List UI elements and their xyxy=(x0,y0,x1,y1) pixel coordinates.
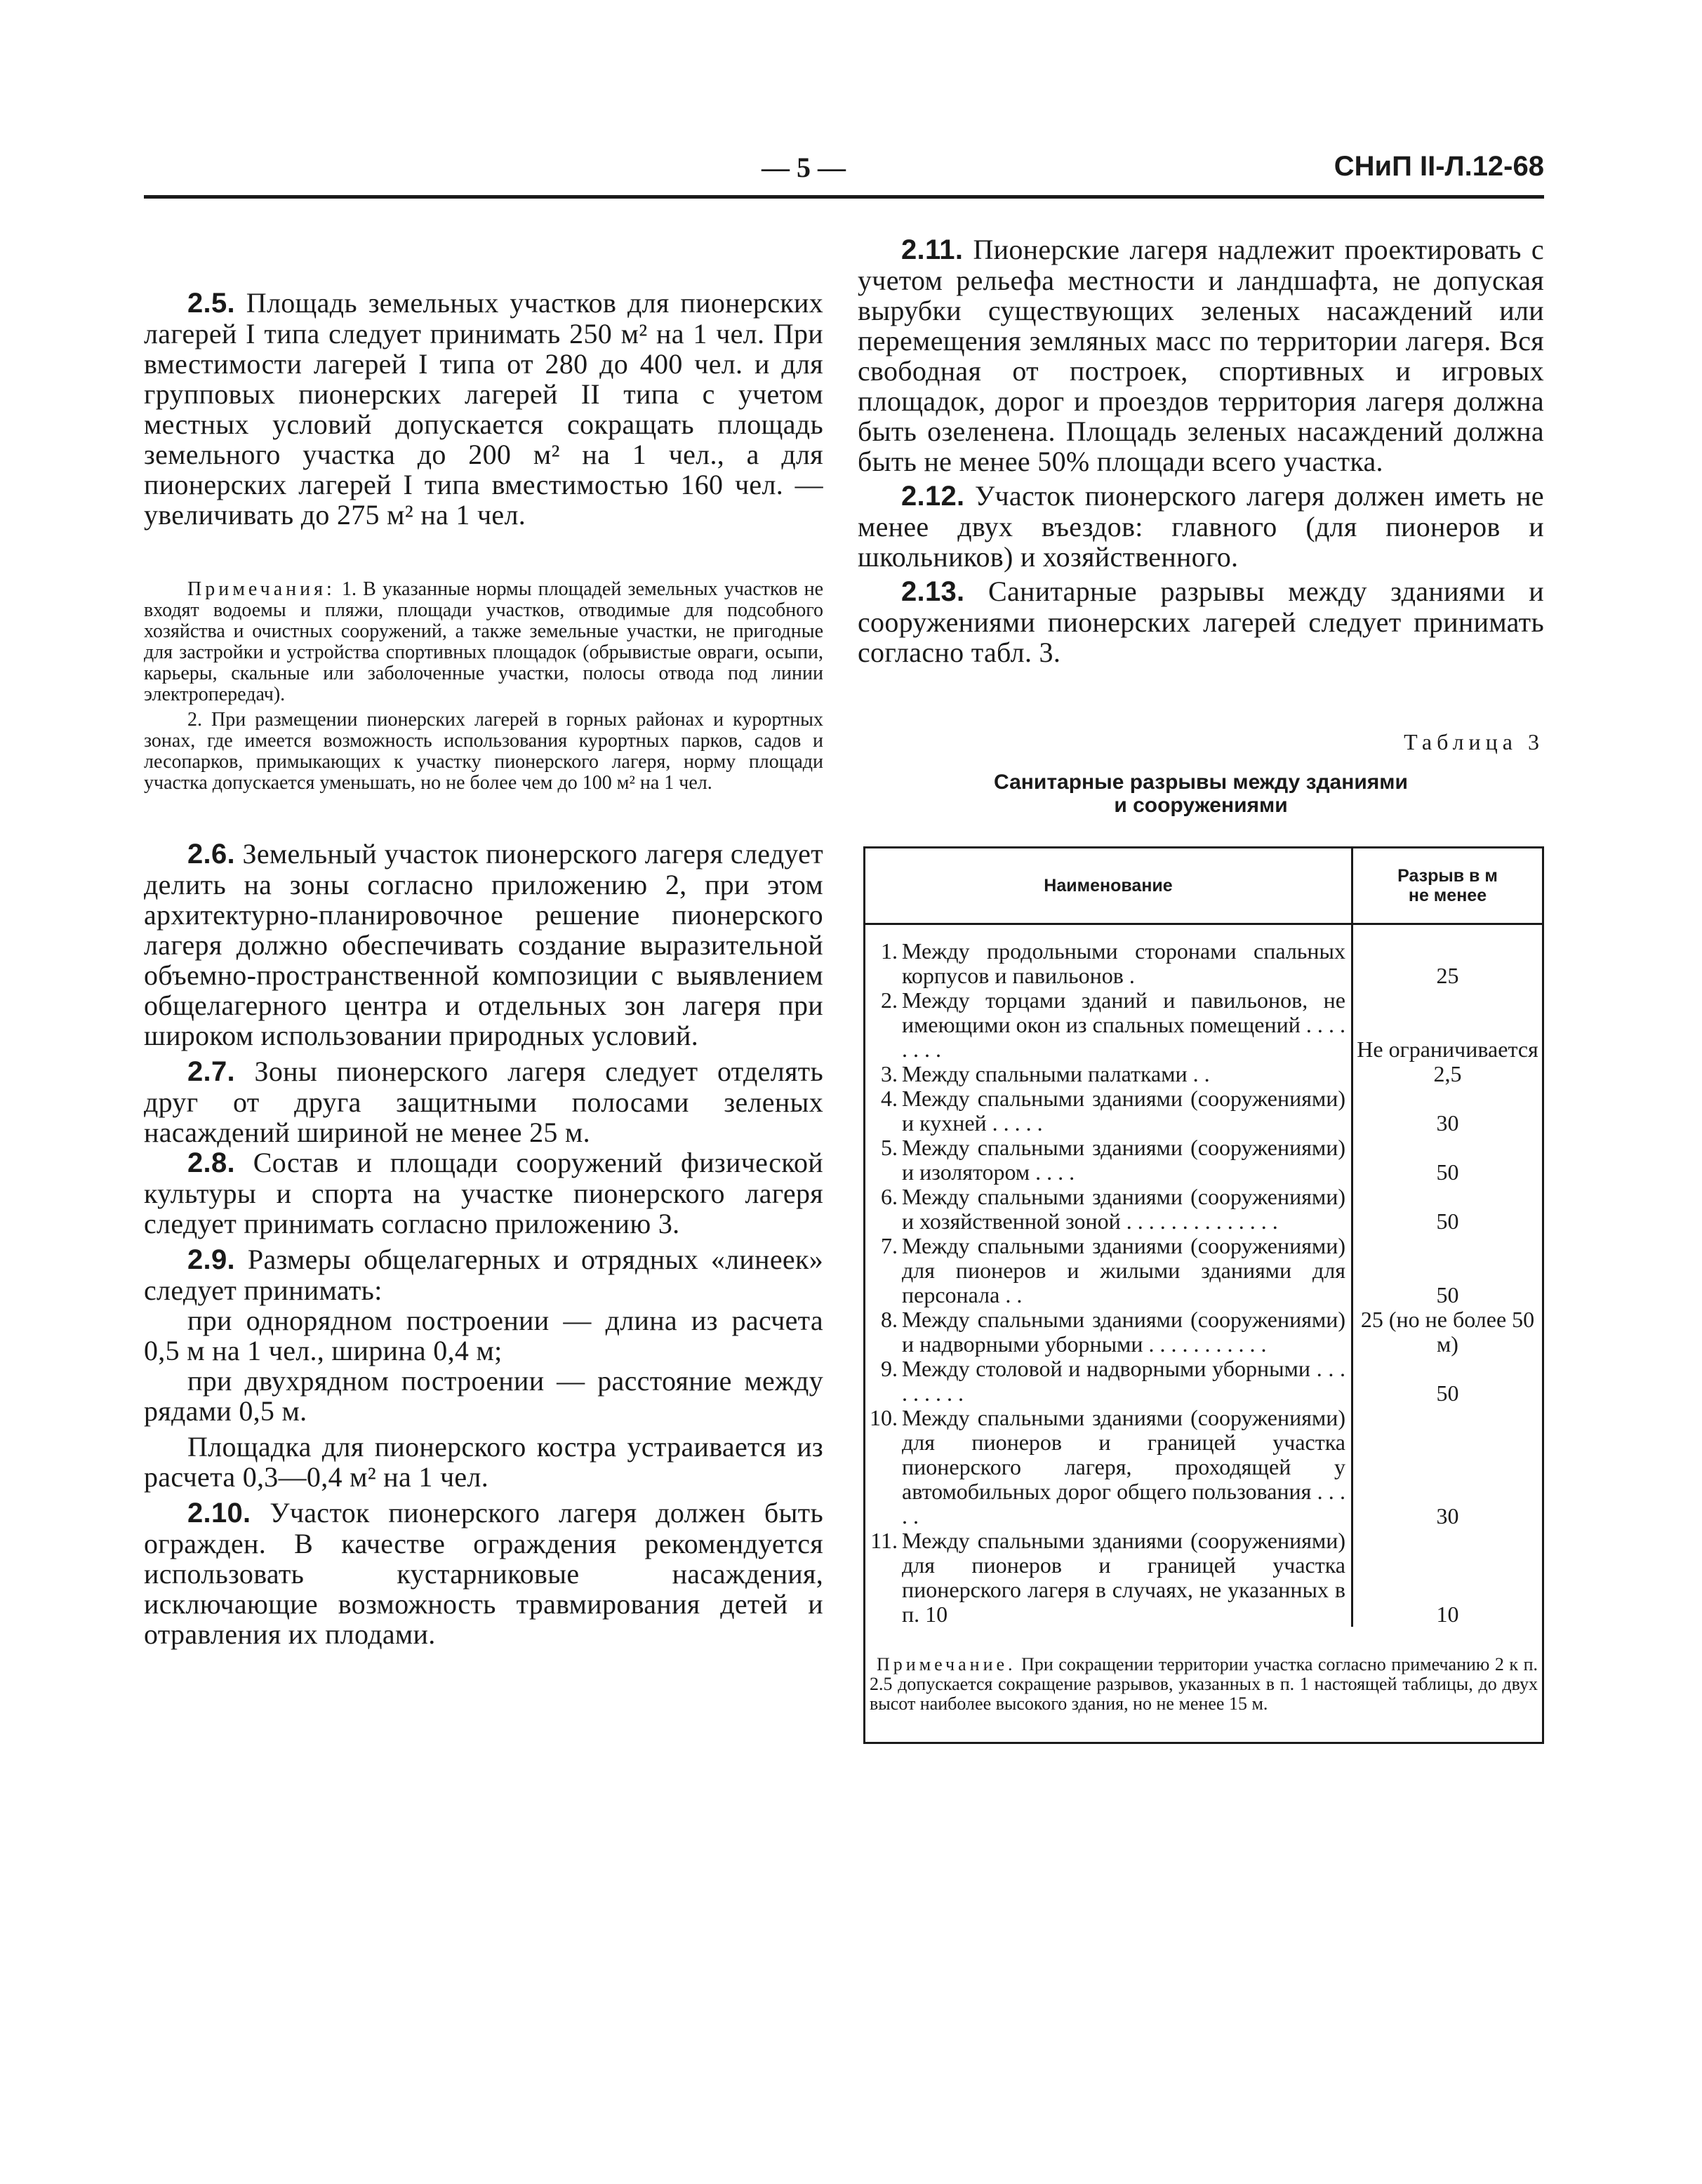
table-title-line: Санитарные разрывы между зданиями xyxy=(994,771,1408,794)
paragraph-2-9-c: Площадка для пионерского костра устраивается из расчета 0,3—0,4 м² на 1 чел. xyxy=(144,1431,823,1493)
table-row xyxy=(865,1062,1542,1086)
page-header xyxy=(144,151,1544,200)
row-gap-value: 50 xyxy=(1436,1380,1459,1406)
table-row xyxy=(865,1406,1542,1529)
paragraph-2-9 xyxy=(144,1244,823,1305)
table-row xyxy=(865,1357,1542,1406)
row-text: Между спальными зданиями (сооружениями) и кухней . . . . . xyxy=(902,1086,1345,1136)
paragraph-2-12 xyxy=(858,481,1544,572)
note-label: Примечание. xyxy=(877,1654,1016,1674)
row-number: 2. xyxy=(881,987,898,1013)
row-gap-value: 50 xyxy=(1436,1208,1459,1234)
row-text: Между спальными зданиями (сооружениями) и изолятором . . . . xyxy=(902,1135,1345,1185)
table-header-row xyxy=(865,848,1542,924)
row-description xyxy=(865,1307,1352,1357)
paragraph-text: Земельный участок пионерского лагеря следует делить на зоны согласно приложению 2, при этом архитектурно-планировочное решение пионерского лагеря должно обеспечивать создание выразительной объемно-пространственной композиции с выявлением общелагерного центра и отдельных зон лагеря при широком использовании природных условий. xyxy=(144,838,823,1051)
table-note xyxy=(865,1655,1542,1714)
row-number: 3. xyxy=(881,1061,898,1086)
column-header-name: Наименование xyxy=(865,848,1352,924)
note-1 xyxy=(144,579,823,705)
table-row xyxy=(865,1529,1542,1627)
table-row xyxy=(865,1185,1542,1234)
paragraph-text: Санитарные разрывы между зданиями и сооружениями пионерских лагерей следует принимать согласно табл. 3. xyxy=(858,575,1544,668)
row-number: 7. xyxy=(881,1233,898,1258)
row-description xyxy=(865,1136,1352,1185)
row-gap-value: 25 xyxy=(1436,963,1459,988)
page-number: — 5 — xyxy=(762,152,846,183)
paragraph-2-13 xyxy=(858,576,1544,667)
header-rule xyxy=(144,195,1544,199)
row-description xyxy=(865,1062,1352,1086)
sanitary-gaps-table xyxy=(865,846,1542,1627)
paragraph-2-8 xyxy=(144,1147,823,1239)
row-gap-value: 10 xyxy=(1436,1602,1459,1627)
row-gap-value: 30 xyxy=(1436,1503,1459,1529)
row-text: Между спальными зданиями (сооружениями) и надворными уборными . . . . . . . . . . . xyxy=(902,1307,1345,1357)
note-2: 2. При размещении пионерских лагерей в горных районах и курортных зонах, где имеется возможность использования курортных парков, садов и лесопарков, примыкающих к участку пионерского лагеря, норму площади участка допускается уменьшать, но не более чем до 100 м² на 1 чел. xyxy=(144,709,823,794)
row-gap-value: 50 xyxy=(1436,1159,1459,1185)
table-title xyxy=(858,771,1544,817)
note-text: При сокращении территории участка согласно примечанию 2 к п. 2.5 допускается сокращение разрывов, указанных в п. 1 настоящей таблицы, до двух высот наиболее высокого здания, но не менее 15 м. xyxy=(870,1654,1538,1714)
table-body xyxy=(865,924,1542,1627)
row-text: Между спальными зданиями (сооружениями) и хозяйственной зоной . . . . . . . . . . . . . . xyxy=(902,1184,1345,1234)
row-number: 11. xyxy=(870,1528,898,1553)
paragraph-2-11 xyxy=(858,234,1544,477)
column-header-line: Разрыв в м xyxy=(1397,866,1498,886)
table-row xyxy=(865,1086,1542,1136)
table-3 xyxy=(863,846,1544,1744)
row-number: 1. xyxy=(881,938,898,964)
paragraph-text: Участок пионерского лагеря должен быть огражден. В качестве ограждения рекомендуется использовать кустарниковые насаждения, исключающие возможность травмирования детей и отравления их плодами. xyxy=(144,1497,823,1650)
row-number: 9. xyxy=(881,1356,898,1381)
table-row xyxy=(865,1136,1542,1185)
paragraph-2-7 xyxy=(144,1056,823,1147)
row-description xyxy=(865,1529,1352,1627)
row-gap-value: 2,5 xyxy=(1433,1061,1462,1086)
row-number: 10. xyxy=(870,1405,898,1430)
paragraph-text: Участок пионерского лагеря должен иметь не менее двух въездов: главного (для пионеров и школьников) и хозяйственного. xyxy=(858,480,1544,573)
row-text: Между продольными сторонами спальных корпусов и павильонов . xyxy=(902,938,1345,988)
column-header-gap xyxy=(1352,848,1543,924)
table-row xyxy=(865,1234,1542,1307)
row-description xyxy=(865,988,1352,1062)
paragraph-number: 2.7. xyxy=(187,1056,235,1087)
right-column xyxy=(858,232,1544,1744)
row-description xyxy=(865,1406,1352,1529)
row-text: Между торцами зданий и павильонов, не имеющими окон из спальных помещений . . . . . . . . xyxy=(902,987,1345,1062)
row-description xyxy=(865,1357,1352,1406)
row-description xyxy=(865,1086,1352,1136)
paragraph-text: Пионерские лагеря надлежит проектировать с учетом рельефа местности и ландшафта, не допуская вырубки существующих зеленых насаждений или перемещения земляных масс по территории лагеря. Вся свободная от построек, спортивных и игровых площадок, дорог и проездов территория лагеря должна быть озеленена. Площадь зеленых насаждений должна быть не менее 50% площади всего участка. xyxy=(858,234,1544,477)
note-text: 1. В указанные нормы площадей земельных участков не входят водоемы и пляжи, площади участков, отводимые для подсобного хозяйства и очистных сооружений, а также земельные участки, не пригодные для застройки и устройства спортивных площадок (обрывистые овраги, осыпи, карьеры, скальные или заболоченные участки, полосы отвода под линии электропередач). xyxy=(144,578,823,705)
row-number: 5. xyxy=(881,1135,898,1160)
table-row xyxy=(865,1307,1542,1357)
note-label: Примечания: xyxy=(187,578,335,600)
row-description xyxy=(865,939,1352,988)
row-text: Между столовой и надворными уборными . . . . . . . . . xyxy=(902,1356,1345,1406)
paragraph-2-9-b: при двухрядном построении — расстояние между рядами 0,5 м. xyxy=(144,1365,823,1427)
paragraph-number: 2.12. xyxy=(901,481,965,512)
paragraph-number: 2.6. xyxy=(187,839,235,870)
table-row xyxy=(865,988,1542,1062)
row-number: 4. xyxy=(881,1086,898,1111)
row-number: 8. xyxy=(881,1307,898,1332)
paragraph-number: 2.10. xyxy=(187,1498,251,1529)
paragraph-number: 2.5. xyxy=(187,288,235,319)
paragraph-number: 2.13. xyxy=(901,576,965,607)
paragraph-2-5 xyxy=(144,288,823,530)
row-gap-value: 25 (но не более 50 м) xyxy=(1360,1307,1535,1357)
paragraph-text: Состав и площади сооружений физической культуры и спорта на участке пионерского лагеря следует принимать согласно приложению 3. xyxy=(144,1147,823,1239)
paragraph-2-6 xyxy=(144,839,823,1051)
column-header-line: не менее xyxy=(1408,886,1487,905)
row-gap-value: 50 xyxy=(1436,1282,1459,1307)
row-gap-value: 30 xyxy=(1436,1110,1459,1136)
left-column xyxy=(144,232,823,1649)
paragraph-text: Зоны пионерского лагеря следует отделять друг от друга защитными полосами зеленых насаждений шириной не менее 25 м. xyxy=(144,1056,823,1148)
row-description xyxy=(865,1234,1352,1307)
row-text: Между спальными зданиями (сооружениями) для пионеров и границей участка пионерского лагеря в случаях, не указанных в п. 10 xyxy=(902,1528,1345,1627)
paragraph-number: 2.11. xyxy=(901,234,964,265)
table-title-line: и сооружениями xyxy=(1114,794,1288,817)
row-description xyxy=(865,1185,1352,1234)
document-code: СНиП II-Л.12-68 xyxy=(1334,151,1544,182)
row-text: Между спальными зданиями (сооружениями) для пионеров и жилыми зданиями для персонала . . xyxy=(902,1233,1345,1307)
row-gap-value: Не ограничивается xyxy=(1357,1037,1538,1062)
row-text: Между спальными зданиями (сооружениями) для пионеров и границей участка пионерского лагеря, проходящей у автомобильных дорог общего пользования . . . . . xyxy=(902,1405,1345,1529)
paragraph-text: Размеры общелагерных и отрядных «линеек» следует принимать: xyxy=(144,1244,823,1306)
row-text: Между спальными палатками . . xyxy=(902,1061,1210,1086)
table-row xyxy=(865,939,1542,988)
paragraph-2-10 xyxy=(144,1498,823,1649)
row-number: 6. xyxy=(881,1184,898,1209)
table-label: Таблица 3 xyxy=(1404,729,1544,754)
paragraph-text: Площадь земельных участков для пионерских лагерей I типа следует принимать 250 м² на 1 чел. При вместимости лагерей I типа от 280 до 400 чел. и для групповых пионерских лагерей II типа с учетом местных условий допускается сокращать площадь земельного участка до 200 м² на 1 чел., а для пионерских лагерей I типа вместимостью 160 чел. — увеличивать до 275 м² на 1 чел. xyxy=(144,287,823,531)
paragraph-number: 2.8. xyxy=(187,1147,235,1178)
paragraph-2-9-a: при однорядном построении — длина из расчета 0,5 м на 1 чел., ширина 0,4 м; xyxy=(144,1305,823,1366)
paragraph-number: 2.9. xyxy=(187,1244,235,1275)
